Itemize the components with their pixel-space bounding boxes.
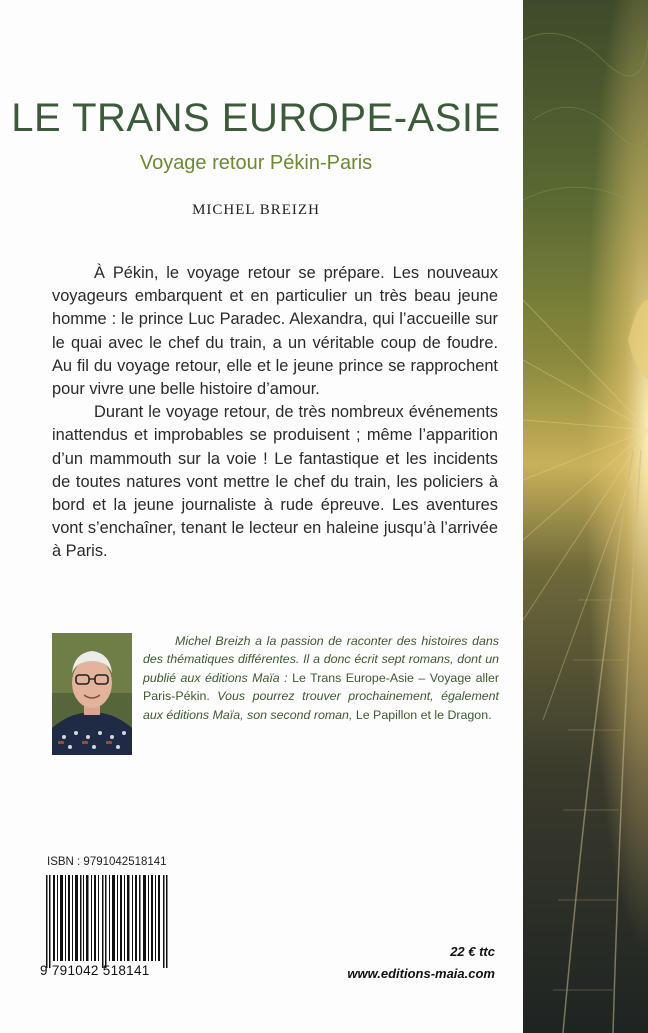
synopsis-paragraph: Durant le voyage retour, de très nombreux événements inattendus et improbables se produisent ; même l’apparition d’un mammouth sur la voie ! Le fantastique et les incidents de toutes natures vont mettre le chef du train, les policiers à bord et la jeune journaliste à rude épreuve. Les aventures vont s’enchaîner, tenant le lecteur en haleine jusqu’à l’arrivée à Paris. — [52, 403, 498, 561]
book-subtitle: Voyage retour Pékin-Paris — [139, 152, 373, 174]
synopsis-paragraph: À Pékin, le voyage retour se prépare. Les nouveaux voyageurs embarquent et en particulier un très beau jeune homme : le prince Luc Paradec. Alexandra, qui l’accueille sur le quai avec le chef du train, a un véritable coup de foudre. Au fil du voyage retour, elle et le jeune prince se rapprochent pour vivre une belle histoire d’amour. — [52, 264, 498, 399]
bio-book-reference: Le Trans Europe-Asie – Voyage aller Paris-Pékin. — [143, 670, 499, 704]
publisher-website: www.editions-maia.com — [347, 966, 495, 981]
bio-text-part: Michel Breizh a la passion de raconter des histoires dans des thématiques différentes. Il a donc écrit sept romans, dont un publié aux éditions Maïa : — [143, 634, 499, 685]
book-title: LE TRANS EUROPE-ASIE — [11, 96, 501, 140]
synopsis — [52, 262, 498, 564]
train-tunnel-illustration — [523, 0, 648, 1033]
bio-book-reference: Le Papillon et le Dragon. — [355, 707, 492, 722]
author-bio — [143, 632, 499, 724]
barcode-number: 9 791042 518141 — [40, 963, 150, 978]
barcode — [46, 875, 168, 968]
barcode-bars — [46, 875, 168, 968]
isbn-label: ISBN : 9791042518141 — [47, 856, 167, 868]
author-name: MICHEL BREIZH — [192, 202, 320, 218]
bio-text-part: Vous pourrez trouver prochainement, également aux éditions Maïa, son second roman, — [143, 689, 499, 722]
author-photo — [52, 633, 132, 755]
cover-artwork-strip — [523, 0, 648, 1033]
price: 22 € ttc — [450, 944, 495, 959]
